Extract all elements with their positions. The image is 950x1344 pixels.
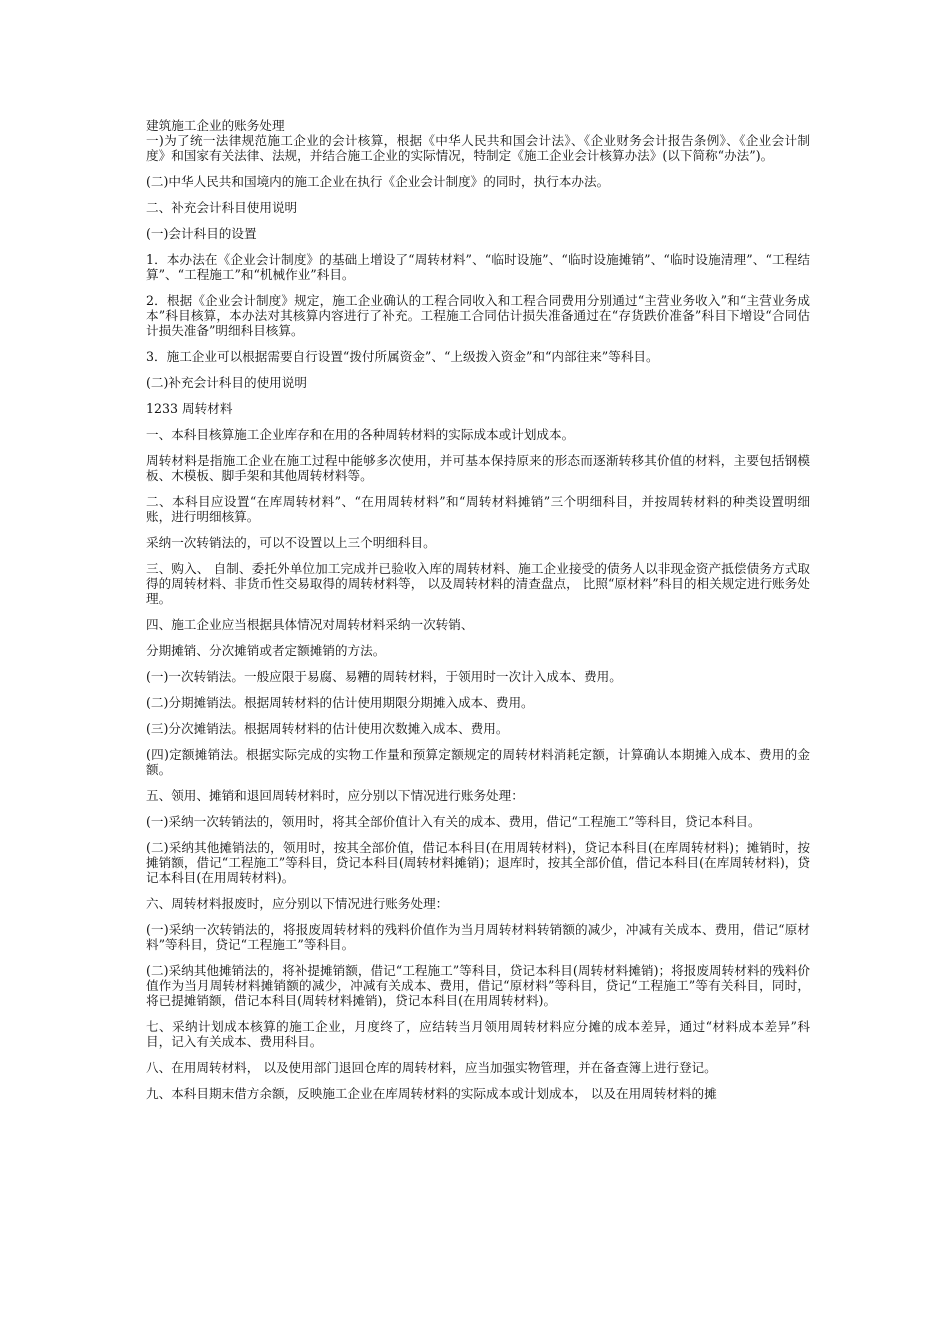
subsection-heading: (二)补充会计科目的使用说明 [146, 375, 307, 390]
paragraph: 周转材料是指施工企业在施工过程中能够多次使用，并可基本保持原来的形态而逐渐转移其价值的材料，主要包括钢模板、木模板、脚手架和其他周转材料等。 [146, 453, 810, 483]
paragraph: 采纳一次转销法的，可以不设置以上三个明细科目。 [146, 535, 436, 550]
paragraph: (三)分次摊销法。根据周转材料的估计使用次数摊入成本、费用。 [146, 721, 509, 736]
paragraph: 三、购入、 自制、委托外单位加工完成并已验收入库的周转材料、施工企业接受的债务人以非现金资产抵偿债务方式取得的周转材料、非货币性交易取得的周转材料等， 以及周转材料的清查盘点， 比照“原材料”科目的相关规定进行账务处理。 [146, 561, 810, 606]
paragraph: (二)中华人民共和国境内的施工企业在执行《企业会计制度》的同时，执行本办法。 [146, 174, 610, 189]
paragraph: 七、采纳计划成本核算的施工企业，月度终了，应结转当月领用周转材料应分摊的成本差异，通过“材料成本差异”科目，记入有关成本、费用科目。 [146, 1019, 810, 1049]
paragraph: 六、周转材料报废时，应分别以下情况进行账务处理： [146, 896, 449, 911]
account-heading: 1233 周转材料 [146, 401, 233, 416]
section-heading: 二、补充会计科目使用说明 [146, 200, 298, 215]
paragraph: 1．本办法在《企业会计制度》的基础上增设了“周转材料”、“临时设施”、“临时设施摊销”、“临时设施清理”、“工程结算”、“工程施工”和“机械作业”科目。 [146, 252, 810, 282]
paragraph: (一)采纳一次转销法的，领用时，将其全部价值计入有关的成本、费用，借记“工程施工”等科目，贷记本科目。 [146, 814, 761, 829]
document-title: 建筑施工企业的账务处理 [146, 118, 285, 133]
paragraph: 3．施工企业可以根据需要自行设置“拨付所属资金”、“上级拨入资金”和“内部往来”等科目。 [146, 349, 659, 364]
paragraph: (二)采纳其他摊销法的，将补提摊销额，借记“工程施工”等科目，贷记本科目(周转材料摊销)；将报废周转材料的残料价值作为当月周转材料摊销额的减少，冲减有关成本、费用，借记“原材料”等科目，贷记“工程施工”等有关科目，同时，将已提摊销额，借记本科目(周转材料摊销)，贷记本科目(在用周转材料)。 [146, 963, 810, 1008]
subsection-heading: (一)会计科目的设置 [146, 226, 257, 241]
paragraph: 一)为了统一法律规范施工企业的会计核算，根据《中华人民共和国会计法》、《企业财务会计报告条例》、《企业会计制度》和国家有关法律、法规，并结合施工企业的实际情况，特制定《施工企业会计核算办法》(以下简称“办法”)。 [146, 133, 810, 163]
paragraph: 九、本科目期末借方余额，反映施工企业在库周转材料的实际成本或计划成本， 以及在用周转材料的摊 [146, 1086, 717, 1101]
paragraph: (一)一次转销法。一般应限于易腐、易糟的周转材料，于领用时一次计入成本、费用。 [146, 669, 622, 684]
paragraph: 二、本科目应设置“在库周转材料”、“在用周转材料”和“周转材料摊销”三个明细科目，并按周转材料的种类设置明细账，进行明细核算。 [146, 494, 810, 524]
paragraph: 四、施工企业应当根据具体情况对周转材料采纳一次转销、 [146, 617, 474, 632]
paragraph: 分期摊销、分次摊销或者定额摊销的方法。 [146, 643, 386, 658]
paragraph: 八、在用周转材料， 以及使用部门退回仓库的周转材料，应当加强实物管理，并在备查簿上进行登记。 [146, 1060, 717, 1075]
paragraph: 一、本科目核算施工企业库存和在用的各种周转材料的实际成本或计划成本。 [146, 427, 575, 442]
paragraph: (二)分期摊销法。根据周转材料的估计使用期限分期摊入成本、费用。 [146, 695, 534, 710]
paragraph: (一)采纳一次转销法的，将报废周转材料的残料价值作为当月周转材料转销额的减少，冲减有关成本、费用，借记“原材料”等科目，贷记“工程施工”等科目。 [146, 922, 810, 952]
paragraph: (二)采纳其他摊销法的，领用时，按其全部价值，借记本科目(在用周转材料)，贷记本科目(在库周转材料)；摊销时，按摊销额，借记“工程施工”等科目，贷记本科目(周转材料摊销)；退库时，按其全部价值，借记本科目(在库周转材料)，贷记本科目(在用周转材料)。 [146, 840, 810, 885]
document-page [146, 118, 810, 1112]
paragraph: 2．根据《企业会计制度》规定，施工企业确认的工程合同收入和工程合同费用分别通过“主营业务收入”和“主营业务成本”科目核算，本办法对其核算内容进行了补充。工程施工合同估计损失准备通过在“存货跌价准备”科目下增设“合同估计损失准备”明细科目核算。 [146, 293, 810, 338]
paragraph: 五、领用、摊销和退回周转材料时，应分别以下情况进行账务处理： [146, 788, 524, 803]
paragraph: (四)定额摊销法。根据实际完成的实物工作量和预算定额规定的周转材料消耗定额，计算确认本期摊入成本、费用的金额。 [146, 747, 810, 777]
